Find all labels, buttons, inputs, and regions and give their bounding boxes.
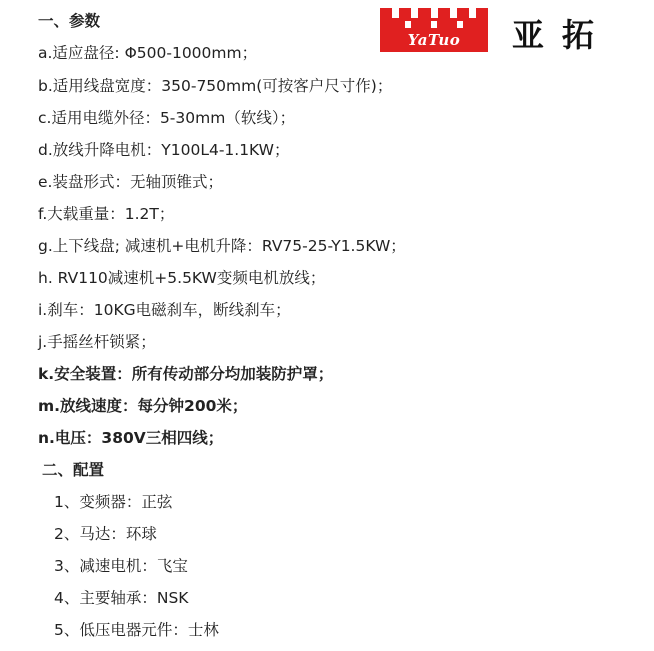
param-d: d.放线升降电机：Y100L4-1.1KW； — [38, 141, 290, 159]
config-item-4: 4、主要轴承：NSK — [54, 589, 189, 607]
param-a: a.适应盘径: Φ500-1000mm； — [38, 44, 258, 62]
config-item-3: 3、减速电机：飞宝 — [54, 557, 188, 575]
config-heading: 二、配置 — [42, 461, 105, 479]
config-item-5: 5、低压电器元件：士林 — [54, 621, 219, 639]
params-heading: 一、参数 — [38, 12, 101, 30]
param-b: b.适用线盘宽度：350-750mm(可按客户尺寸作)； — [38, 77, 393, 95]
config-item-1: 1、变频器：正弦 — [54, 493, 173, 511]
param-c: c.适用电缆外径：5-30mm（软线）； — [38, 109, 296, 127]
param-m: m.放线速度：每分钟200米； — [38, 397, 248, 415]
param-i: i.刹车：10KG电磁刹车，断线刹车； — [38, 301, 291, 319]
param-k: k.安全装置：所有传动部分均加装防护罩； — [38, 365, 334, 383]
param-f: f.大载重量：1.2T； — [38, 205, 175, 223]
param-n: n.电压：380V三相四线； — [38, 429, 224, 447]
param-h: h. RV110减速机+5.5KW变频电机放线； — [38, 269, 326, 287]
param-e: e.装盘形式：无轴顶锥式； — [38, 173, 223, 191]
logo-text: YaTuo — [407, 31, 461, 49]
param-j: j.手摇丝杆锁紧； — [38, 333, 156, 351]
brand-logo — [380, 8, 488, 52]
config-item-2: 2、马达：环球 — [54, 525, 157, 543]
brand-name-cn: 亚拓 — [512, 16, 613, 54]
param-g: g.上下线盘; 减速机+电机升降：RV75-25-Y1.5KW； — [38, 237, 406, 255]
